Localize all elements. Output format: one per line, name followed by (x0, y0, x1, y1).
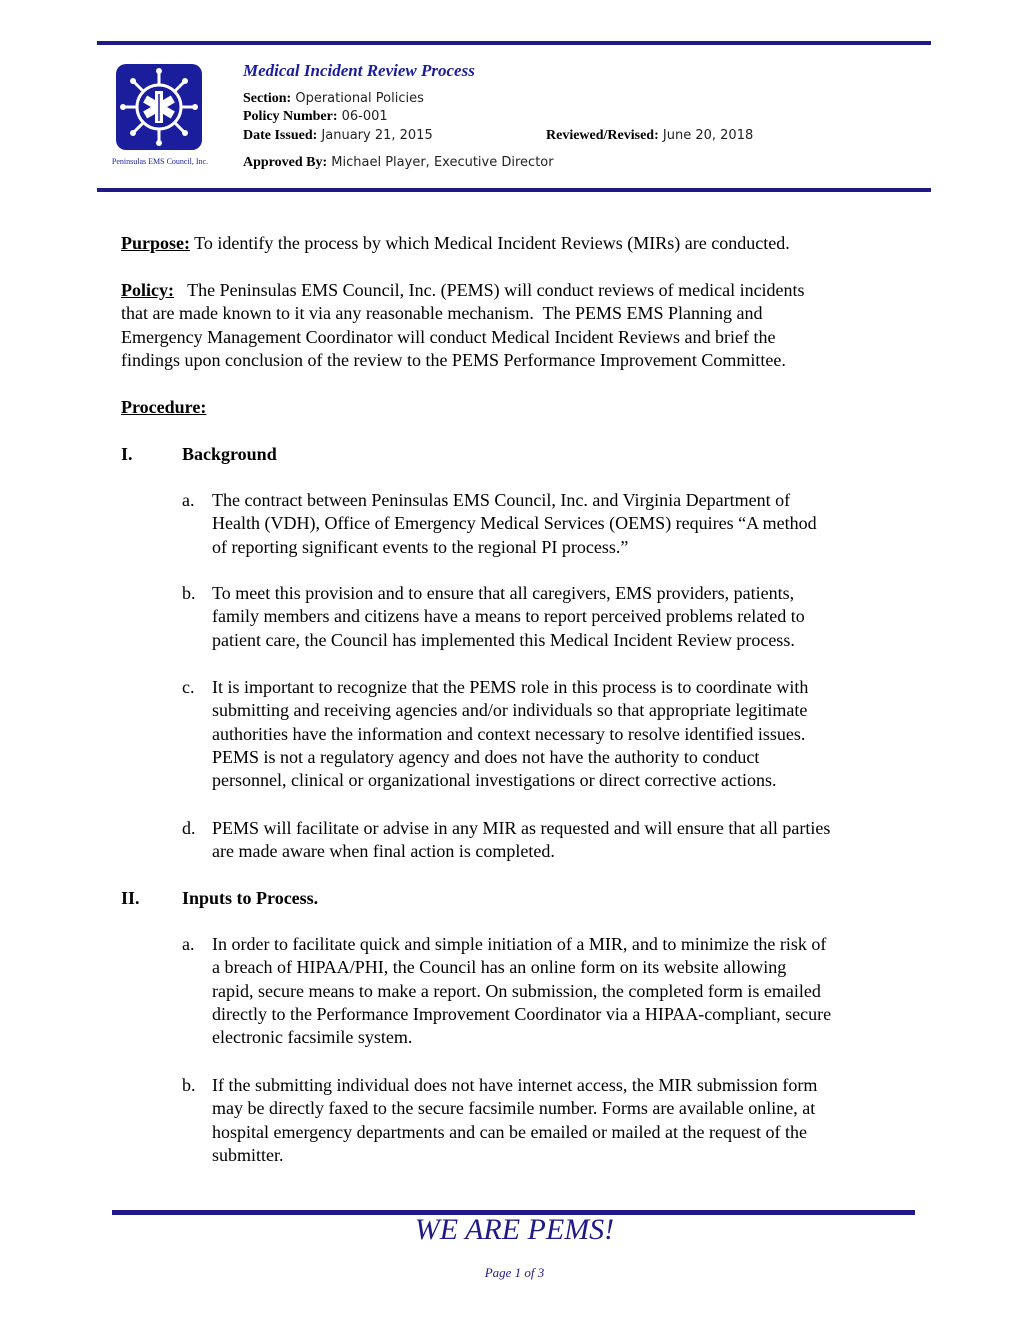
item-line: The contract between Peninsulas EMS Council, Inc. and Virginia Department of (212, 490, 791, 510)
date-issued-line (243, 128, 433, 144)
policy-line: Emergency Management Coordinator will conduct Medical Incident Reviews and brief the (121, 326, 776, 347)
date-issued-value: January 21, 2015 (321, 128, 433, 143)
section-numeral: I. (121, 444, 133, 464)
policy-number-line (243, 109, 388, 125)
item-line: submitter. (212, 1144, 284, 1165)
reviewed-line (546, 128, 753, 144)
ships-wheel-star-of-life-icon (116, 64, 202, 150)
item-letter: a. (182, 490, 195, 510)
document-title: Medical Incident Review Process (243, 61, 475, 80)
date-issued-label: Date Issued: (243, 128, 318, 143)
list-item (212, 933, 831, 1049)
approved-by-value: Michael Player, Executive Director (331, 155, 554, 170)
policy-line: findings upon conclusion of the review to the PEMS Performance Improvement Committee. (121, 349, 786, 370)
list-item (212, 582, 805, 652)
item-letter: b. (182, 583, 196, 603)
item-line: of reporting significant events to the regional PI process.” (212, 536, 629, 557)
list-item (212, 489, 817, 559)
item-line: personnel, clinical or organizational investigations or direct corrective actions. (212, 770, 777, 791)
item-line: PEMS is not a regulatory agency and does not have the authority to conduct (212, 746, 760, 767)
page-number: Page 1 of 3 (484, 1265, 545, 1280)
procedure-label: Procedure: (121, 397, 207, 417)
item-letter: a. (182, 934, 195, 954)
item-letter: b. (182, 1075, 196, 1095)
item-line: are made aware when final action is completed. (212, 841, 555, 862)
footer-slogan: WE ARE PEMS! (414, 1213, 615, 1246)
item-line: rapid, secure means to make a report. On submission, the completed form is emailed (212, 980, 821, 1001)
item-line: PEMS will facilitate or advise in any MIR as requested and will ensure that all parties (212, 818, 831, 838)
approved-by-line (243, 155, 554, 171)
pems-logo (116, 64, 202, 150)
item-line: directly to the Performance Improvement Coordinator via a HIPAA-compliant, secure (212, 1003, 832, 1024)
item-line: may be directly faxed to the secure facsimile number. Forms are available online, at (212, 1098, 816, 1119)
policy-label: Policy: (121, 280, 174, 300)
policy-line: The Peninsulas EMS Council, Inc. (PEMS) will conduct reviews of medical incidents (173, 280, 805, 300)
list-item (212, 676, 808, 792)
item-line: patient care, the Council has implemented this Medical Incident Review process. (212, 629, 795, 650)
policy-paragraph (121, 279, 805, 372)
item-line: To meet this provision and to ensure that all caregivers, EMS providers, patients, (212, 583, 795, 603)
section-line (243, 91, 424, 107)
list-item (212, 1074, 817, 1167)
item-line: In order to facilitate quick and simple initiation of a MIR, and to minimize the risk of (212, 934, 827, 954)
approved-by-label: Approved By: (243, 155, 328, 170)
section-heading: Inputs to Process. (182, 888, 319, 908)
section-heading: Background (182, 444, 277, 464)
policy-number-label: Policy Number: (243, 109, 338, 124)
reviewed-label: Reviewed/Revised: (546, 128, 659, 143)
list-item (212, 817, 830, 864)
item-line: family members and citizens have a means to report perceived problems related to (212, 606, 805, 627)
section-label: Section: (243, 91, 292, 106)
item-line: If the submitting individual does not have internet access, the MIR submission form (212, 1075, 818, 1095)
header-top-rule (97, 41, 931, 45)
item-line: a breach of HIPAA/PHI, the Council has an online form on its website allowing (212, 957, 787, 978)
item-letter: c. (182, 677, 195, 697)
item-line: authorities have the information and context necessary to resolve identified issues. (212, 723, 806, 744)
logo-caption: Peninsulas EMS Council, Inc. (111, 157, 209, 166)
purpose-label: Purpose: (121, 233, 190, 253)
section-numeral: II. (121, 888, 140, 908)
reviewed-value: June 20, 2018 (662, 128, 754, 143)
item-letter: d. (182, 818, 196, 838)
item-line: hospital emergency departments and can be emailed or mailed at the request of the (212, 1121, 807, 1142)
purpose-paragraph (121, 232, 790, 255)
item-line: It is important to recognize that the PEMS role in this process is to coordinate with (212, 677, 809, 697)
item-line: electronic facsimile system. (212, 1027, 413, 1048)
purpose-text: To identify the process by which Medical Incident Reviews (MIRs) are conducted. (190, 233, 790, 253)
header-bottom-rule (97, 188, 931, 192)
policy-number-value: 06-001 (341, 109, 388, 124)
item-line: submitting and receiving agencies and/or individuals so that appropriate legitimate (212, 700, 808, 721)
item-line: Health (VDH), Office of Emergency Medical Services (OEMS) requires “A method (212, 513, 817, 534)
policy-line: that are made known to it via any reasonable mechanism. The PEMS EMS Planning and (121, 303, 763, 324)
section-value: Operational Policies (295, 91, 424, 106)
